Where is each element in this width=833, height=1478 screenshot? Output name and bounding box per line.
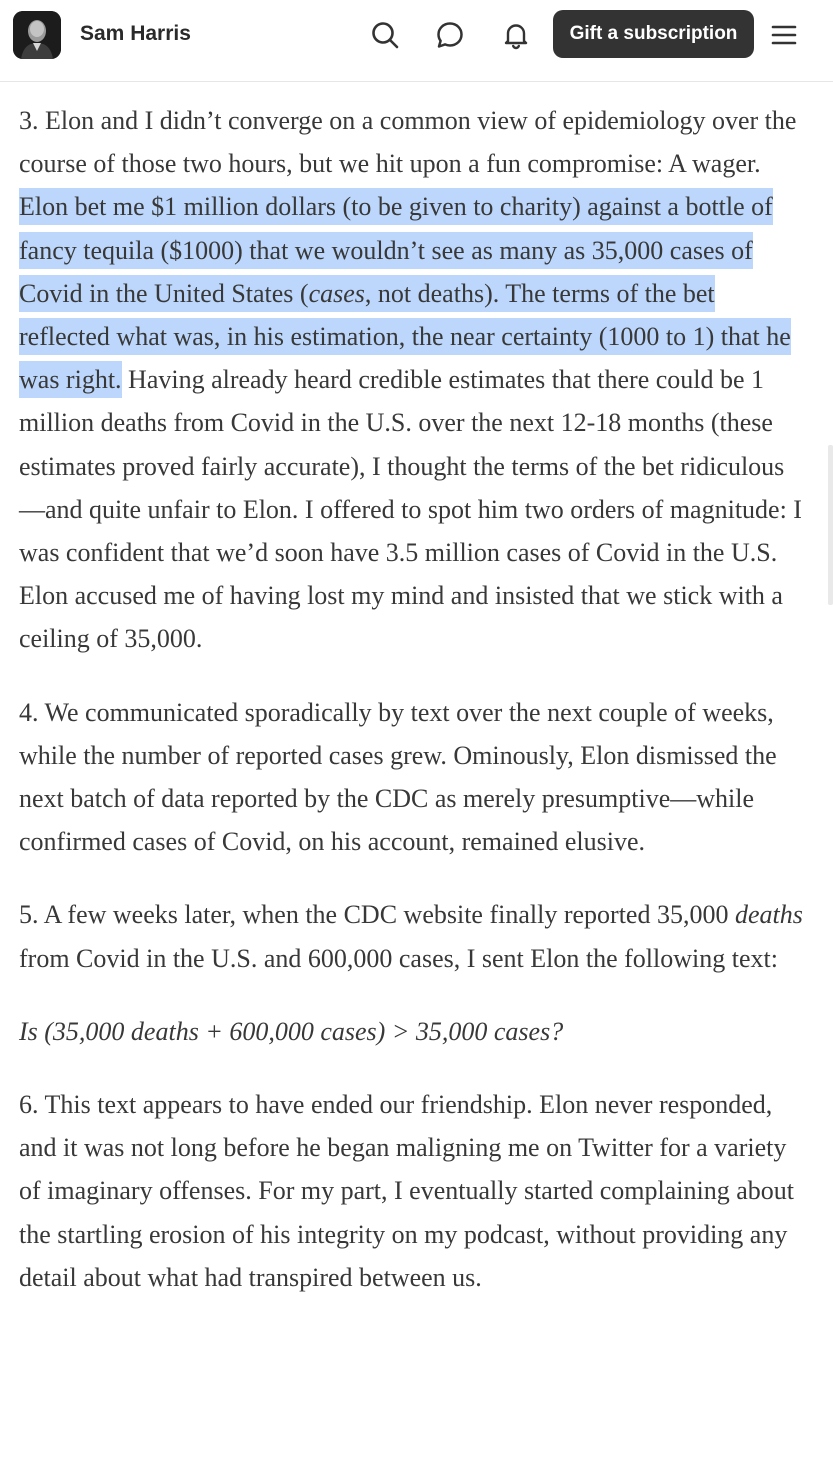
menu-icon[interactable] <box>765 16 803 54</box>
paragraph-3-intro: 3. Elon and I didn’t converge on a common view of epidemiology over the course of those two hours, but we hit upon a fun compromise: A wager. <box>19 106 797 179</box>
paragraph-5 <box>19 893 809 979</box>
search-icon[interactable] <box>366 16 404 54</box>
paragraph-6: 6. This text appears to have ended our friendship. Elon never responded, and it was not long before he began maligning me on Twitter for a variety of imaginary offenses. For my part, I eventually started complaining about the startling erosion of his integrity on my podcast, without providing any detail about what had transpired between us. <box>19 1090 794 1292</box>
paragraph-5-intro: 5. A few weeks later, when the CDC website finally reported 35,000 <box>19 900 735 930</box>
top-nav-bar <box>0 0 833 82</box>
publication-name[interactable]: Sam Harris <box>80 22 191 45</box>
highlight-text-part-2: , not deaths). The terms of the bet reflected what was, in his estimation, the near certainty (1000 to 1) that he was right. <box>19 278 791 395</box>
gift-subscription-button[interactable]: Gift a subscription <box>553 10 754 58</box>
quoted-text-message: Is (35,000 deaths + 600,000 cases) > 35,000 cases? <box>19 1016 564 1046</box>
paragraph-5-emphasis: deaths <box>734 900 803 930</box>
paragraph-5-rest: from Covid in the U.S. and 600,000 cases, I sent Elon the following text: <box>19 943 778 973</box>
article-body <box>19 99 809 1329</box>
bell-icon[interactable] <box>497 16 535 54</box>
chat-icon[interactable] <box>431 16 469 54</box>
paragraph-3-rest: Having already heard credible estimates that there could be 1 million deaths from Covid in the U.S. over the next 12-18 months (these estimates proved fairly accurate), I thought the terms of the bet ridiculous—and quite unfair to Elon. I offered to spot him two orders of magnitude: I was confident that we’d soon have 3.5 million cases of Covid in the U.S. Elon accused me of having lost my mind and insisted that we stick with a ceiling of 35,000. <box>19 365 802 654</box>
highlight-text-part-1: Elon bet me $1 million dollars (to be given to charity) against a bottle of fancy tequila ($1000) that we wouldn’t see as many as 35,000 cases of Covid in the United States ( <box>19 192 773 308</box>
paragraph-3 <box>19 99 809 661</box>
avatar-portrait-image <box>13 11 61 59</box>
publication-avatar[interactable] <box>13 11 61 59</box>
page-scrollbar[interactable] <box>828 445 833 605</box>
paragraph-4: 4. We communicated sporadically by text over the next couple of weeks, while the number of reported cases grew. Ominously, Elon dismissed the next batch of data reported by the CDC as merely presumptive—while confirmed cases of Covid, on his account, remained elusive. <box>19 697 777 857</box>
highlight-emphasis: cases <box>308 278 365 308</box>
